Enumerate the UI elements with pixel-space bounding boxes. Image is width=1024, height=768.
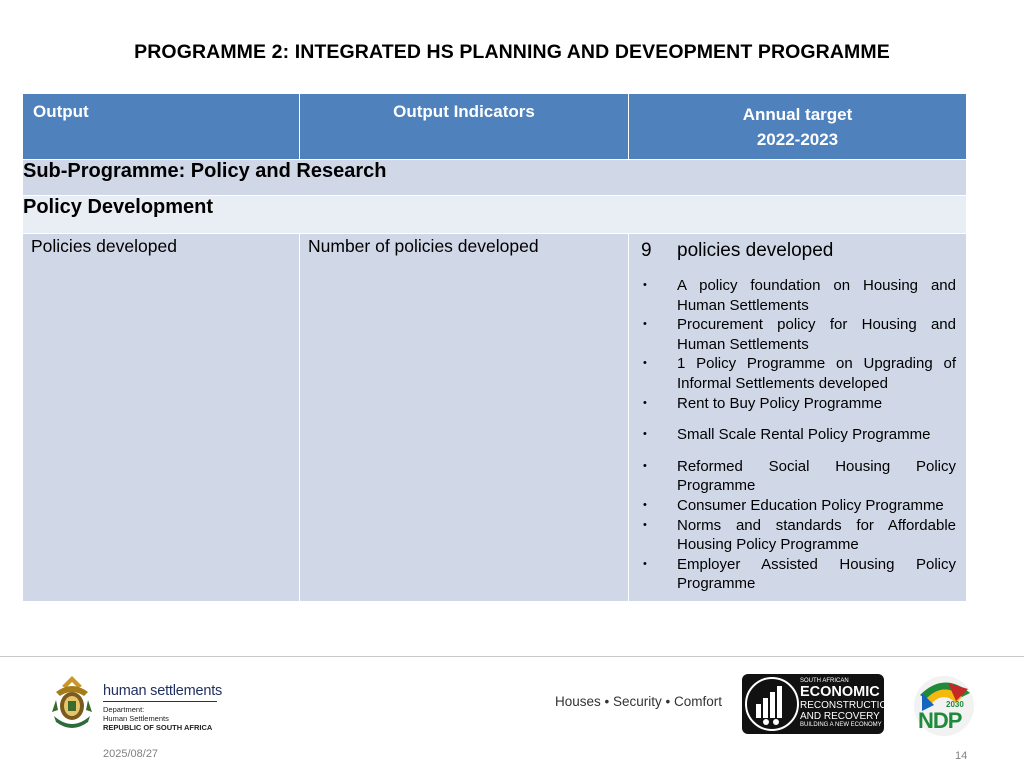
list-item: • Consumer Education Policy Programme (641, 496, 956, 516)
dept-logo (103, 683, 222, 732)
header-output: Output (23, 94, 300, 160)
target-headline (641, 240, 956, 262)
dept-logo-line1: Department: (103, 705, 145, 714)
econ-mid1: RECONSTRUCTION (800, 700, 895, 711)
table-header-row (23, 94, 967, 160)
slide-date: 2025/08/27 (103, 748, 159, 760)
econ-big: ECONOMIC (800, 684, 880, 700)
page-number: 14 (955, 750, 968, 762)
footer-divider (0, 656, 1024, 657)
header-output-indicators: Output Indicators (300, 94, 629, 160)
ndp-label: NDP (918, 708, 962, 733)
header-annual-target-year: 2022-2023 (756, 130, 839, 149)
ndp-year: 2030 (946, 700, 964, 709)
cell-output: Policies developed (23, 234, 300, 602)
list-item: • Employer Assisted Housing Policy Programme (641, 555, 956, 594)
list-item: • Reformed Social Housing Policy Programme (641, 457, 956, 496)
section-row (23, 196, 967, 234)
page-title: PROGRAMME 2: INTEGRATED HS PLANNING AND DEVEOPMENT PROGRAMME (134, 41, 890, 63)
econ-tiny: BUILDING A NEW ECONOMY (800, 722, 882, 728)
target-label: policies developed (677, 240, 834, 261)
list-item: • Procurement policy for Housing and Human Settlements (641, 315, 956, 354)
list-item: • Norms and standards for Affordable Housing Policy Programme (641, 516, 956, 555)
tagline: Houses • Security • Comfort (555, 694, 723, 709)
dept-logo-name: human settlements (103, 683, 223, 699)
subprogramme-row (23, 160, 967, 196)
target-number: 9 (641, 240, 652, 261)
dept-logo-line2: Human Settlements (103, 714, 169, 723)
coat-of-arms-icon (50, 672, 94, 734)
economic-recovery-text (800, 678, 894, 729)
cell-annual-target (629, 234, 967, 602)
dept-logo-line3: REPUBLIC OF SOUTH AFRICA (103, 723, 213, 732)
cell-indicator: Number of policies developed (300, 234, 629, 602)
dept-logo-rule (103, 701, 217, 702)
header-annual-target (629, 94, 967, 160)
list-item: • 1 Policy Programme on Upgrading of Informal Settlements developed (641, 354, 956, 393)
econ-mid2: AND RECOVERY (800, 711, 880, 722)
programme-table (22, 93, 967, 602)
section-title: Policy Development (23, 196, 967, 234)
list-item: • Rent to Buy Policy Programme (641, 394, 956, 414)
list-item: • A policy foundation on Housing and Human Settlements (641, 276, 956, 315)
table-row (23, 234, 967, 602)
target-list (641, 276, 956, 594)
list-item: • Small Scale Rental Policy Programme (641, 425, 956, 445)
header-annual-target-label: Annual target (742, 105, 853, 124)
subprogramme-title: Sub-Programme: Policy and Research (23, 160, 967, 196)
econ-small: SOUTH AFRICAN (800, 678, 849, 684)
